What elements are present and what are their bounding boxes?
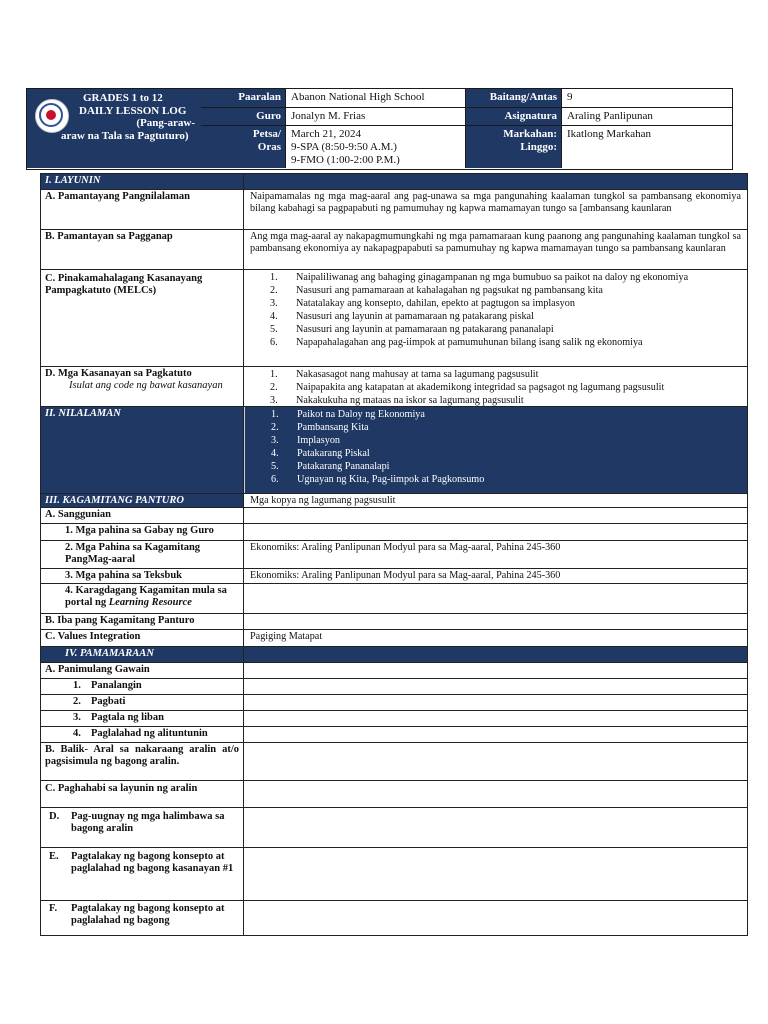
row-pagtalakay-2: F. Pagtalakay ng bagong konsepto at paglalahad ng bagong (40, 901, 748, 936)
row-panalangin: 1. Panalangin (40, 679, 748, 695)
kasanayan-list (250, 368, 741, 407)
list-item: 1. Nakasasagot nang mahusay at tama sa lagumang pagsusulit (270, 369, 539, 380)
section-layunin: I. LAYUNIN (40, 173, 748, 190)
row-teksbuk: 3. Mga pahina sa Teksbuk Ekonomiks: Araling Panlipunan Modyul para sa Mag-aaral, Pahina 245-360 (40, 569, 748, 584)
row-iba-pang-kagamitan: B. Iba pang Kagamitang Panturo (40, 614, 748, 630)
row-pamantayan-sa-pagganap: B. Pamantayan sa Pagganap Ang mga mag-aaral ay nakapagmumungkahi ng mga pamamaraan kung paanong ang pangunahing kaalaman tungkol sa pambansang ekonomiya ay nakapagpapabuti sa pamumuhay ng kapwa mamamayan tungo sa pambansang kaunlaran (40, 230, 748, 270)
row-paghahabi: C. Paghahabi sa layunin ng aralin (40, 781, 748, 808)
section-pamamaraan: IV. PAMAMARAAN (40, 647, 748, 663)
grade-label: Baitang/Antas (465, 89, 561, 107)
row-melcs: C. Pinakamahalagang Kasanayang Pampagkatuto (MELCs) 1. Naipaliliwanag ang bahaging ginagampanan ng mga bumubuo sa paikot na daloy ng ekonomiya 2. Nasusuri ang pamamaraan at kahalagahan ng pagsukat ng pambansang kita 3. Natatalakay ang konsepto, dahilan, epekto at pagtugon sa implasyon 4. Nasusuri ang layunin at pamamaraan ng patakarang piskal 5. Nasusuri ang layunin at pamamaraan ng patakarang pananalapi 6. Napapahalagahan ang pag-iimpok at pamumuhunan bilang isang salik ng ekonomiya (40, 270, 748, 367)
quarter-value: Ikatlong Markahan (561, 126, 732, 168)
row-pag-uugnay: D. Pag-uugnay ng mga halimbawa sa bagong aralin (40, 808, 748, 848)
section-nilalaman: II. NILALAMAN 1. Paikot na Daloy ng Ekonomiya 2. Pambansang Kita 3. Implasyon 4. Patakarang Piskal 5. Patakarang Pananalapi 6. Ugnayan ng Kita, Pag-iimpok at Pagkonsumo (40, 407, 748, 494)
row-karagdagang-kagamitan: 4. Karagdagang Kagamitan mula sa portal ng Learning Resource (40, 584, 748, 614)
nilalaman-list (251, 408, 741, 486)
row-pagbati: 2. Pagbati (40, 695, 748, 711)
list-item: 1. Naipaliliwanag ang bahaging ginagampanan ng mga bumubuo sa paikot na daloy ng ekonomiya (270, 272, 689, 283)
teacher-label: Guro (201, 108, 285, 125)
teacher-value: Jonalyn M. Frias (285, 108, 465, 125)
list-item: 6. Ugnayan ng Kita, Pag-iimpok at Pagkonsumo (271, 474, 485, 485)
list-item: 2. Nasusuri ang pamamaraan at kahalagahan ng pagsukat ng pambansang kita (270, 285, 603, 296)
lesson-log-header (26, 88, 733, 170)
row-pagtalakay-1: E. Pagtalakay ng bagong konsepto at paglalahad ng bagong kasanayan #1 (40, 848, 748, 901)
row-mga-kasanayan: D. Mga Kasanayan sa Pagkatuto Isulat ang code ng bawat kasanayan 1. Nakasasagot nang mahusay at tama sa lagumang pagsusulit 2. Naipapakita ang katapatan at akademikong integridad sa pagsagot ng lagumang pagsusulit 3. Nakakukuha ng mataas na iskor sa lagumang pagsusulit (40, 367, 748, 407)
list-item: 2. Naipapakita ang katapatan at akademikong integridad sa pagsagot ng lagumang pagsusulit (270, 382, 665, 393)
list-item: 3. Implasyon (271, 435, 341, 446)
row-values-integration: C. Values Integration Pagiging Matapat (40, 630, 748, 647)
row-kagamitang-pangmag-aaral: 2. Mga Pahina sa Kagamitang PangMag-aaral Ekonomiks: Araling Panlipunan Modyul para sa Mag-aaral, Pahina 245-360 (40, 541, 748, 569)
list-item: 5. Patakarang Pananalapi (271, 461, 390, 472)
list-item: 4. Nasusuri ang layunin at pamamaraan ng patakarang piskal (270, 311, 534, 322)
list-item: 3. Natatalakay ang konsepto, dahilan, epekto at pagtugon sa implasyon (270, 298, 575, 309)
row-panimulang-gawain: A. Panimulang Gawain (40, 663, 748, 679)
subject-value: Araling Panlipunan (561, 108, 732, 125)
school-label: Paaralan (201, 89, 285, 107)
list-item: 6. Napapahalagahan ang pag-iimpok at pamumuhunan bilang isang salik ng ekonomiya (270, 337, 643, 348)
row-alituntunin: 4. Paglalahad ng alituntunin (40, 727, 748, 743)
quarter-label: Markahan: Linggo: (465, 126, 561, 168)
list-item: 1. Paikot na Daloy ng Ekonomiya (271, 409, 425, 420)
section-kagamitan: III. KAGAMITANG PANTURO Mga kopya ng lagumang pagsusulit (40, 494, 748, 508)
date-label: Petsa/ Oras (201, 126, 285, 168)
list-item: 4. Patakarang Piskal (271, 448, 370, 459)
date-value: March 21, 2024 9-SPA (8:50-9:50 A.M.) 9-FMO (1:00-2:00 P.M.) (285, 126, 465, 168)
row-sanggunian: A. Sanggunian (40, 508, 748, 524)
grade-value: 9 (561, 89, 732, 107)
row-balik-aral: B. Balik- Aral sa nakaraang aralin at/o pagsisimula ng bagong aralin. (40, 743, 748, 781)
list-item: 5. Nasusuri ang layunin at pamamaraan ng patakarang pananalapi (270, 324, 554, 335)
deped-seal-icon (35, 99, 69, 133)
school-value: Abanon National High School (285, 89, 465, 107)
row-pamantayang-pangnilalaman: A. Pamantayang Pangnilalaman Naipamamalas ng mga mag-aaral ang pag-unawa sa mga pangunahing kaalaman tungkol sa pambansang ekonomiya bilang kabahagi sa pagpapabuti ng pamumuhay ng kapwa mamamayan tungo sa [ambansang kaunlaran (40, 190, 748, 230)
header-title-block (27, 89, 201, 168)
melcs-list (250, 271, 741, 349)
header-title: GRADES 1 to 12 DAILY LESSON LOG (Pang-araw- araw na Tala sa Pagtuturo) (61, 92, 195, 142)
row-gabay-ng-guro: 1. Mga pahina sa Gabay ng Guro (40, 524, 748, 541)
list-item: 2. Pambansang Kita (271, 422, 369, 433)
list-item: 3. Nakakukuha ng mataas na iskor sa lagumang pagsusulit (270, 395, 524, 406)
row-pagtala-ng-liban: 3. Pagtala ng liban (40, 711, 748, 727)
subject-label: Asignatura (465, 108, 561, 125)
